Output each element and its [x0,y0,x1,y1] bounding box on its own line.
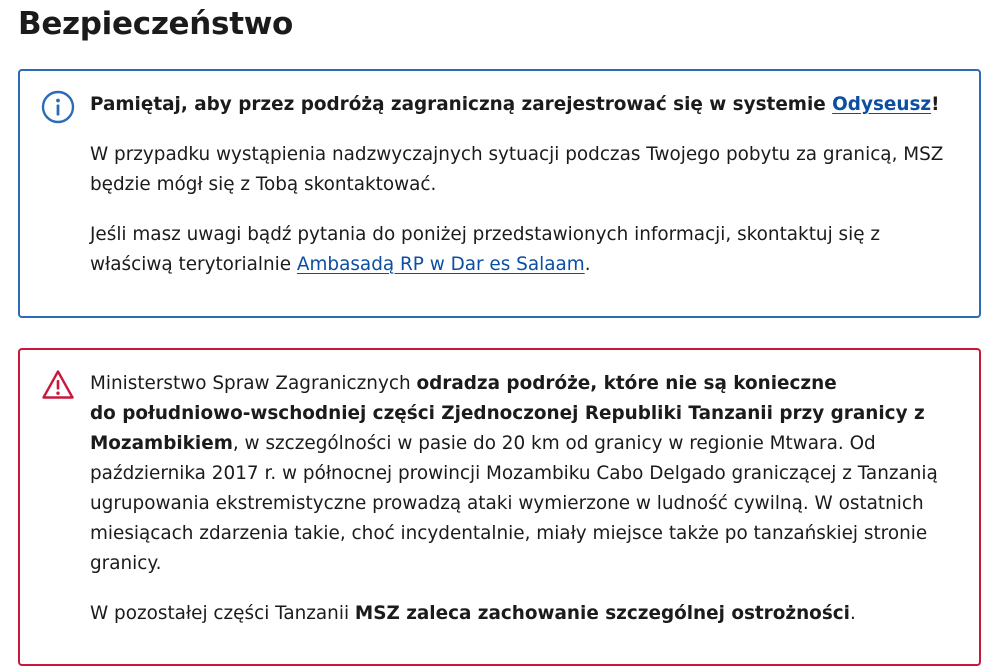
warning-triangle-icon [41,368,75,402]
page-title: Bezpieczeństwo [18,6,294,42]
warning-bold-region: do południowo-wschodniej części Zjednoczonej Republiki Tanzanii przy granicy z Mozambikiem [90,403,925,454]
warning-alert-content [90,369,963,649]
warning-rest-intro: W pozostałej części Tanzanii [90,603,355,624]
warning-rest-end: . [849,603,856,624]
info-alert-content [90,90,963,300]
info-headline-text: Pamiętaj, aby przez podróżą zagraniczną zarejestrować się w systemie [90,94,833,115]
info-paragraph-embassy [90,220,963,280]
info-paragraph-contact: W przypadku wystąpienia nadzwyczajnych sytuacji podczas Twojego pobytu za granicą, MSZ będzie mógł się z Tobą skontaktować. [90,144,944,195]
warning-details: , w szczególności w pasie do 20 km od granicy w regionie Mtwara. Od października 2017 r. w północnej prowincji Mozambiku Cabo Delgado graniczącej z Tanzanią ugrupowania ekstremistyczne prowadzą ataki wymierzone w ludność cywilną. W ostatnich miesiącach zdarzenia takie, choć incydentalnie, miały miejsce także po tanzańskiej stronie granicy. [90,433,938,574]
info-circle-icon [41,90,75,124]
warning-intro: Ministerstwo Spraw Zagranicznych [90,373,417,394]
warning-alert-box [18,348,981,666]
info-headline [90,90,963,120]
info-paragraph-embassy-text: Jeśli masz uwagi bądź pytania do poniżej przedstawionych informacji, skontaktuj się z właściwą terytorialnie [90,224,881,275]
odyseusz-link[interactable]: Odyseusz [832,94,932,115]
warning-paragraph-main [90,369,963,579]
embassy-link[interactable]: Ambasadą RP w Dar es Salaam [296,254,585,275]
warning-rest-bold: MSZ zaleca zachowanie szczególnej ostrożności [354,603,850,624]
info-paragraph-embassy-end: . [584,254,591,275]
warning-bold-advice: odradza podróże, które nie są konieczne [416,373,837,394]
warning-paragraph-rest [90,599,963,629]
info-headline-end: ! [931,94,940,115]
info-alert-box [18,69,981,318]
